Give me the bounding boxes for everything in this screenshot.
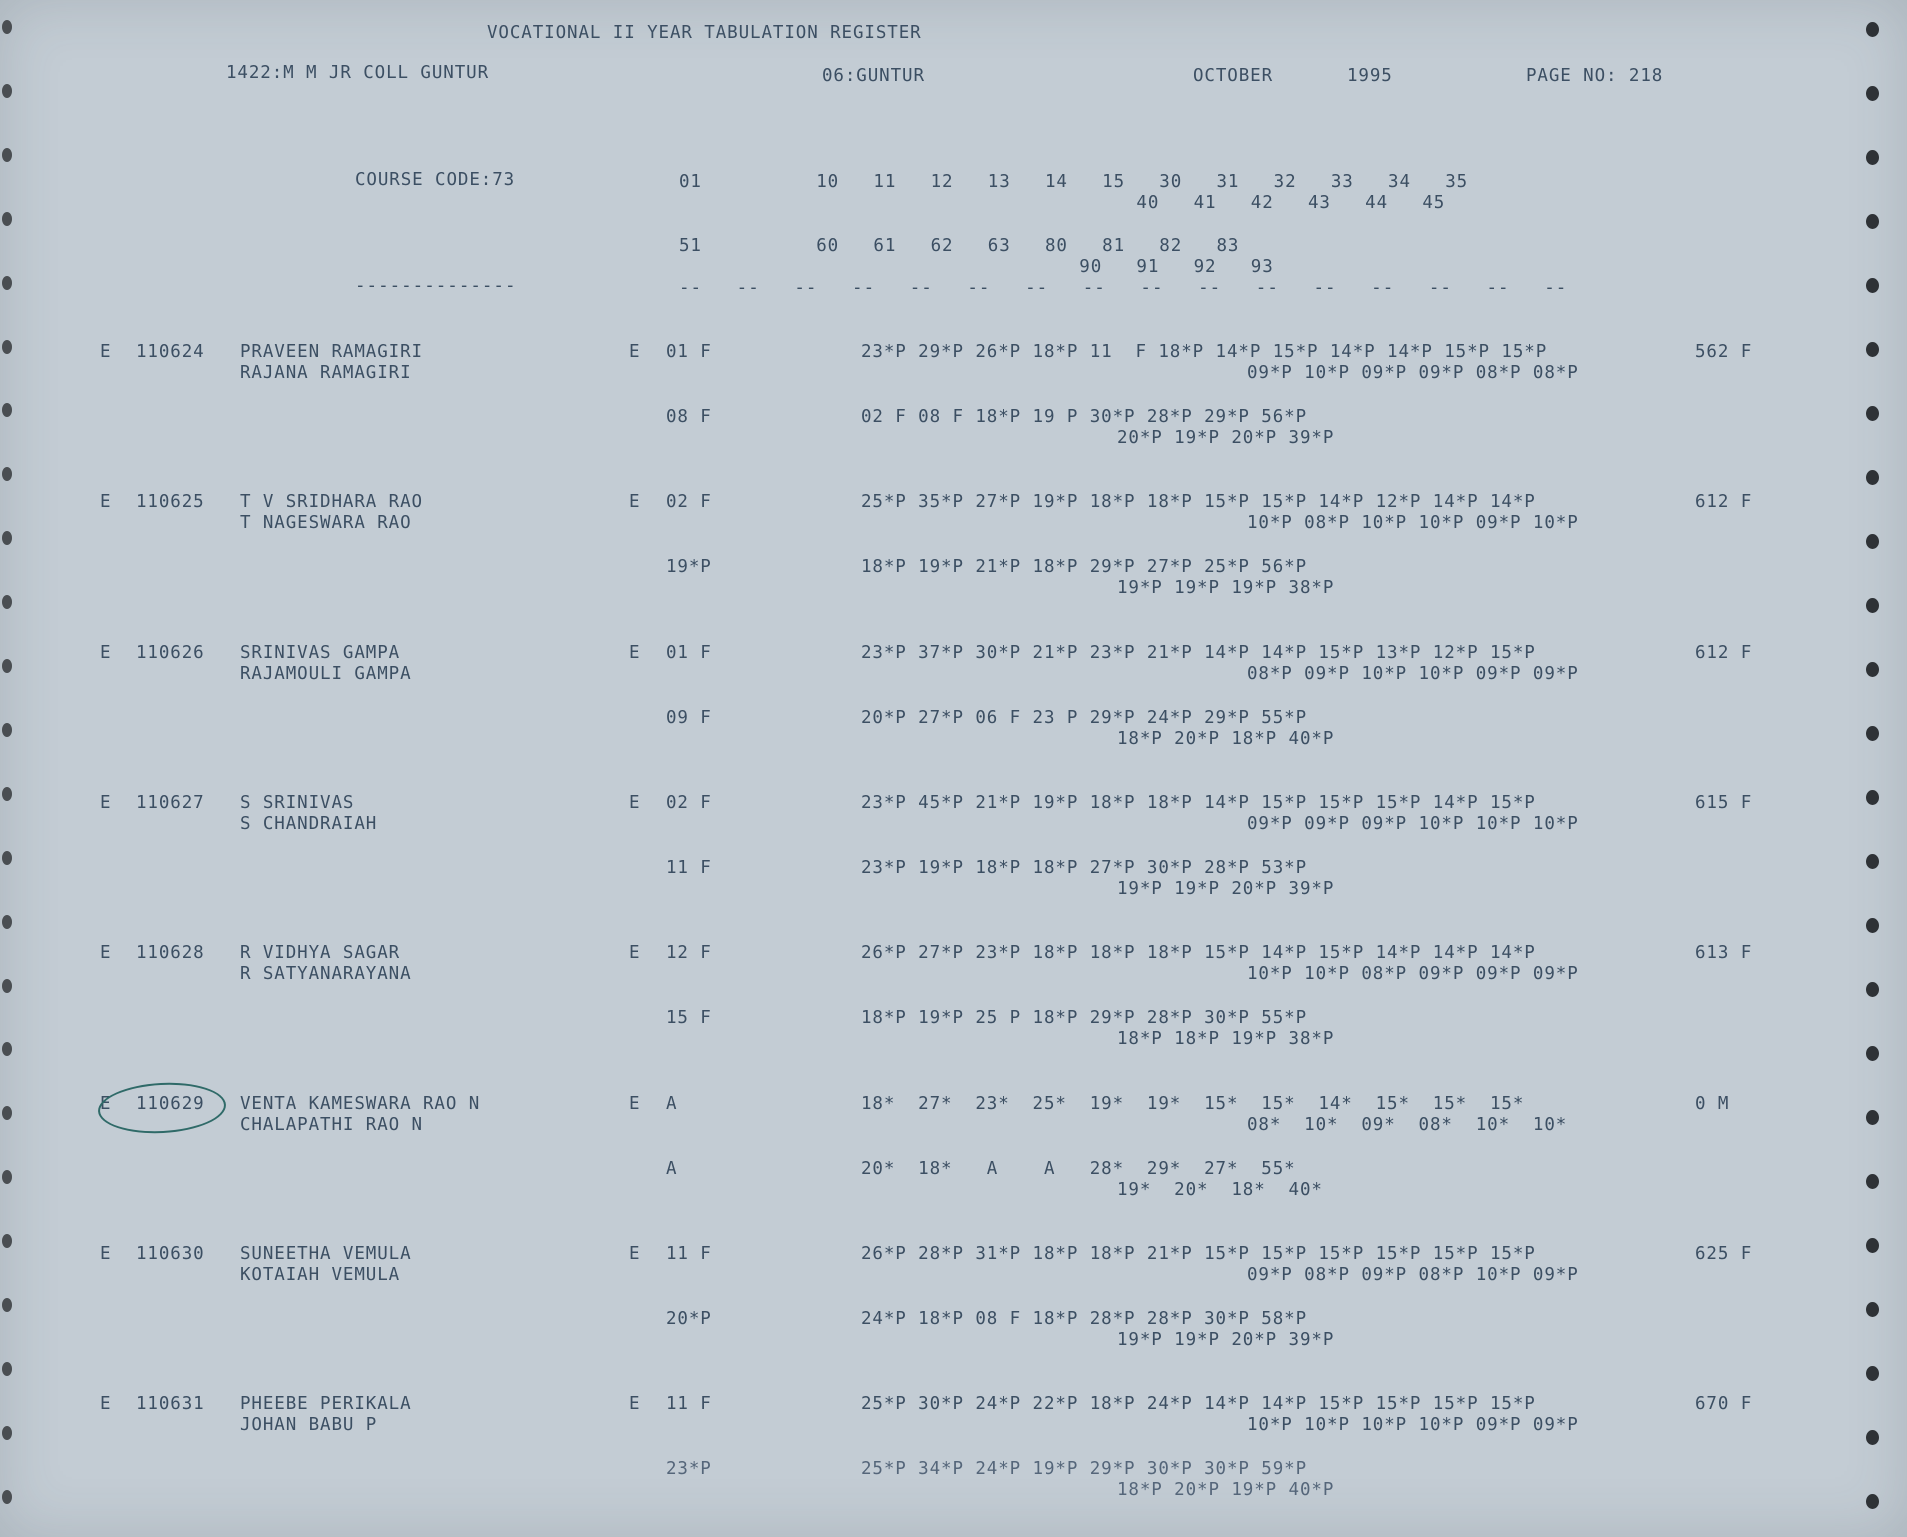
- first-subject-mark: 01 F: [666, 642, 712, 663]
- feed-hole: [1866, 150, 1879, 165]
- subject-marks-row-1: 23*P 45*P 21*P 19*P 18*P 18*P 14*P 15*P 15*P 15*P 14*P 15*P: [861, 792, 1536, 813]
- feed-hole: [2, 1298, 12, 1312]
- feed-hole: [2, 659, 12, 673]
- feed-hole: [1866, 406, 1879, 421]
- parent-name: R SATYANARAYANA: [240, 964, 412, 985]
- hall-ticket-number: 110625: [136, 492, 205, 513]
- second-year-first-mark: 15 F: [666, 1008, 712, 1029]
- total-result: 612 F: [1695, 492, 1753, 513]
- hall-ticket-number: 110629: [136, 1093, 205, 1114]
- subject-marks-row-1: 26*P 27*P 23*P 18*P 18*P 18*P 15*P 14*P 15*P 14*P 14*P 14*P: [861, 943, 1536, 964]
- parent-name: RAJAMOULI GAMPA: [240, 663, 412, 684]
- total-result: 612 F: [1695, 642, 1753, 663]
- feed-hole: [1866, 1110, 1879, 1125]
- record-prefix: E: [100, 792, 112, 813]
- subject-marks-row-2-sub: 18*P 20*P 18*P 40*P: [1117, 728, 1335, 749]
- student-name: S SRINIVAS: [240, 792, 355, 813]
- tractor-feed-holes-right: [1855, 0, 1885, 1537]
- feed-hole: [1866, 1174, 1879, 1189]
- subject-marks-row-2: 24*P 18*P 08 F 18*P 28*P 28*P 30*P 58*P: [861, 1308, 1307, 1329]
- subject-marks-row-2-sub: 18*P 18*P 19*P 38*P: [1117, 1029, 1335, 1050]
- first-subject-mark: 12 F: [666, 943, 712, 964]
- subject-marks-row-1-sub: 09*P 10*P 09*P 09*P 08*P 08*P: [1247, 363, 1579, 383]
- ink-circle-annotation: [97, 1080, 227, 1137]
- subject-marks-row-2: 18*P 19*P 25 P 18*P 29*P 28*P 30*P 55*P: [861, 1008, 1307, 1029]
- medium-code: E: [629, 943, 641, 964]
- student-name: PRAVEEN RAMAGIRI: [240, 342, 423, 362]
- parent-name: S CHANDRAIAH: [240, 813, 378, 834]
- feed-hole: [2, 467, 12, 481]
- feed-hole: [2, 340, 12, 354]
- feed-hole: [2, 212, 12, 226]
- subject-marks-row-1-sub: 10*P 10*P 10*P 10*P 09*P 09*P: [1247, 1415, 1579, 1436]
- feed-hole: [1866, 1238, 1879, 1253]
- record-prefix: E: [100, 342, 112, 362]
- subject-marks-row-1: 26*P 28*P 31*P 18*P 18*P 21*P 15*P 15*P 15*P 15*P 15*P 15*P: [861, 1243, 1536, 1264]
- feed-hole: [1866, 86, 1879, 101]
- medium-code: E: [629, 342, 641, 362]
- total-result: 615 F: [1695, 792, 1753, 813]
- second-year-first-mark: 20*P: [666, 1308, 712, 1329]
- feed-hole: [1866, 726, 1879, 741]
- subject-codes-line-2: 40 41 42 43 44 45: [679, 193, 1446, 213]
- total-result: 562 F: [1695, 342, 1753, 362]
- first-subject-mark: 11 F: [666, 1243, 712, 1264]
- first-subject-mark: 02 F: [666, 792, 712, 813]
- feed-hole: [1866, 278, 1879, 293]
- second-year-first-mark: A: [666, 1158, 678, 1179]
- feed-hole: [2, 595, 12, 609]
- subject-marks-row-2-sub: 19*P 19*P 20*P 39*P: [1117, 878, 1335, 899]
- subject-marks-row-1-sub: 09*P 09*P 09*P 10*P 10*P 10*P: [1247, 813, 1579, 834]
- feed-hole: [2, 1426, 12, 1440]
- second-year-first-mark: 09 F: [666, 707, 712, 728]
- subject-marks-row-1-sub: 08* 10* 09* 08* 10* 10*: [1247, 1114, 1568, 1135]
- subject-marks-row-2-sub: 20*P 19*P 20*P 39*P: [1117, 428, 1335, 448]
- feed-hole: [1866, 854, 1879, 869]
- feed-hole: [1866, 662, 1879, 677]
- feed-hole: [1866, 1430, 1879, 1445]
- subject-marks-row-2-sub: 19* 20* 18* 40*: [1117, 1179, 1323, 1200]
- record-prefix: E: [100, 1394, 112, 1415]
- feed-hole: [2, 531, 12, 545]
- feed-hole: [2, 1106, 12, 1120]
- medium-code: E: [629, 1243, 641, 1264]
- subject-marks-row-1-sub: 09*P 08*P 09*P 08*P 10*P 09*P: [1247, 1264, 1579, 1285]
- hall-ticket-number: 110626: [136, 642, 205, 663]
- feed-hole: [2, 851, 12, 865]
- feed-hole: [2, 787, 12, 801]
- student-name: PHEEBE PERIKALA: [240, 1394, 412, 1415]
- feed-hole: [1866, 598, 1879, 613]
- subject-marks-row-1-sub: 10*P 10*P 08*P 09*P 09*P 09*P: [1247, 964, 1579, 985]
- total-result: 670 F: [1695, 1394, 1753, 1415]
- feed-hole: [1866, 342, 1879, 357]
- feed-hole: [1866, 1494, 1879, 1509]
- exam-month: OCTOBER: [1193, 66, 1274, 86]
- course-code: COURSE CODE:73: [355, 170, 516, 190]
- subject-marks-row-2-sub: 19*P 19*P 19*P 38*P: [1117, 578, 1335, 599]
- student-name: VENTA KAMESWARA RAO N: [240, 1093, 481, 1114]
- college-code: 1422:M M JR COLL GUNTUR: [226, 63, 490, 83]
- feed-hole: [2, 20, 12, 34]
- student-name: SRINIVAS GAMPA: [240, 642, 401, 663]
- record-prefix: E: [100, 492, 112, 513]
- record-prefix: E: [100, 943, 112, 964]
- subject-marks-row-2: 23*P 19*P 18*P 18*P 27*P 30*P 28*P 53*P: [861, 857, 1307, 878]
- second-year-first-mark: 23*P: [666, 1459, 712, 1480]
- subject-marks-row-2-sub: 19*P 19*P 20*P 39*P: [1117, 1329, 1335, 1350]
- feed-hole: [2, 84, 12, 98]
- subject-codes-line-4: 90 91 92 93: [679, 257, 1274, 277]
- column-dashes: -- -- -- -- -- -- -- -- -- -- -- -- -- -- -- --: [679, 278, 1568, 298]
- feed-hole: [1866, 918, 1879, 933]
- feed-hole: [1866, 534, 1879, 549]
- subject-marks-row-2-sub: 18*P 20*P 19*P 40*P: [1117, 1480, 1335, 1501]
- hall-ticket-number: 110631: [136, 1394, 205, 1415]
- feed-hole: [2, 1362, 12, 1376]
- hall-ticket-number: 110627: [136, 792, 205, 813]
- parent-name: KOTAIAH VEMULA: [240, 1264, 401, 1285]
- register-title: VOCATIONAL II YEAR TABULATION REGISTER: [487, 23, 922, 43]
- subject-marks-row-1: 25*P 35*P 27*P 19*P 18*P 18*P 15*P 15*P 14*P 12*P 14*P 14*P: [861, 492, 1536, 513]
- hall-ticket-number: 110630: [136, 1243, 205, 1264]
- record-prefix: E: [100, 642, 112, 663]
- feed-hole: [2, 1042, 12, 1056]
- first-subject-mark: 02 F: [666, 492, 712, 513]
- parent-name: T NAGESWARA RAO: [240, 513, 412, 534]
- subject-marks-row-1-sub: 10*P 08*P 10*P 10*P 09*P 10*P: [1247, 513, 1579, 534]
- feed-hole: [1866, 1366, 1879, 1381]
- medium-code: E: [629, 1394, 641, 1415]
- medium-code: E: [629, 1093, 641, 1114]
- parent-name: JOHAN BABU P: [240, 1415, 378, 1436]
- feed-hole: [2, 723, 12, 737]
- subject-marks-row-2: 20* 18* A A 28* 29* 27* 55*: [861, 1158, 1296, 1179]
- feed-hole: [1866, 1046, 1879, 1061]
- district-code: 06:GUNTUR: [822, 66, 925, 86]
- medium-code: E: [629, 792, 641, 813]
- first-subject-mark: 11 F: [666, 1394, 712, 1415]
- subject-marks-row-1: 23*P 37*P 30*P 21*P 23*P 21*P 14*P 14*P 15*P 13*P 12*P 15*P: [861, 642, 1536, 663]
- page-number: PAGE NO: 218: [1526, 66, 1664, 86]
- student-name: R VIDHYA SAGAR: [240, 943, 401, 964]
- parent-name: CHALAPATHI RAO N: [240, 1114, 423, 1135]
- course-underline: --------------: [355, 276, 517, 296]
- feed-hole: [2, 915, 12, 929]
- subject-marks-row-2: 18*P 19*P 21*P 18*P 29*P 27*P 25*P 56*P: [861, 557, 1307, 578]
- first-subject-mark: 01 F: [666, 342, 712, 362]
- first-subject-mark: A: [666, 1093, 678, 1114]
- parent-name: RAJANA RAMAGIRI: [240, 363, 412, 383]
- feed-hole: [1866, 982, 1879, 997]
- feed-hole: [1866, 1302, 1879, 1317]
- medium-code: E: [629, 642, 641, 663]
- student-name: T V SRIDHARA RAO: [240, 492, 423, 513]
- feed-hole: [1866, 214, 1879, 229]
- feed-hole: [1866, 470, 1879, 485]
- subject-marks-row-1: 25*P 30*P 24*P 22*P 18*P 24*P 14*P 14*P 15*P 15*P 15*P 15*P: [861, 1394, 1536, 1415]
- subject-marks-row-1: 23*P 29*P 26*P 18*P 11 F 18*P 14*P 15*P 14*P 14*P 15*P 15*P: [861, 342, 1548, 362]
- feed-hole: [2, 403, 12, 417]
- subject-marks-row-2: 20*P 27*P 06 F 23 P 29*P 24*P 29*P 55*P: [861, 707, 1307, 728]
- medium-code: E: [629, 492, 641, 513]
- second-year-first-mark: 19*P: [666, 557, 712, 578]
- subject-marks-row-2: 25*P 34*P 24*P 19*P 29*P 30*P 30*P 59*P: [861, 1459, 1307, 1480]
- feed-hole: [2, 1234, 12, 1248]
- feed-hole: [1866, 22, 1879, 37]
- second-year-first-mark: 08 F: [666, 407, 712, 427]
- hall-ticket-number: 110624: [136, 342, 205, 362]
- record-prefix: E: [100, 1243, 112, 1264]
- subject-marks-row-2: 02 F 08 F 18*P 19 P 30*P 28*P 29*P 56*P: [861, 407, 1307, 427]
- feed-hole: [2, 979, 12, 993]
- student-name: SUNEETHA VEMULA: [240, 1243, 412, 1264]
- total-result: 613 F: [1695, 943, 1753, 964]
- feed-hole: [2, 1170, 12, 1184]
- second-year-first-mark: 11 F: [666, 857, 712, 878]
- feed-hole: [2, 1490, 12, 1504]
- total-result: 625 F: [1695, 1243, 1753, 1264]
- feed-hole: [1866, 790, 1879, 805]
- subject-codes-line-3: 51 60 61 62 63 80 81 82 83: [679, 236, 1240, 256]
- subject-marks-row-1: 18* 27* 23* 25* 19* 19* 15* 15* 14* 15* 15* 15*: [861, 1093, 1525, 1114]
- subject-marks-row-1-sub: 08*P 09*P 10*P 10*P 09*P 09*P: [1247, 663, 1579, 684]
- feed-hole: [2, 276, 12, 290]
- exam-year: 1995: [1347, 66, 1393, 86]
- hall-ticket-number: 110628: [136, 943, 205, 964]
- total-result: 0 M: [1695, 1093, 1730, 1114]
- feed-hole: [2, 148, 12, 162]
- subject-codes-line-1: 01 10 11 12 13 14 15 30 31 32 33 34 35: [679, 172, 1469, 192]
- tractor-feed-holes-left: [0, 0, 30, 1537]
- record-prefix: E: [100, 1093, 112, 1114]
